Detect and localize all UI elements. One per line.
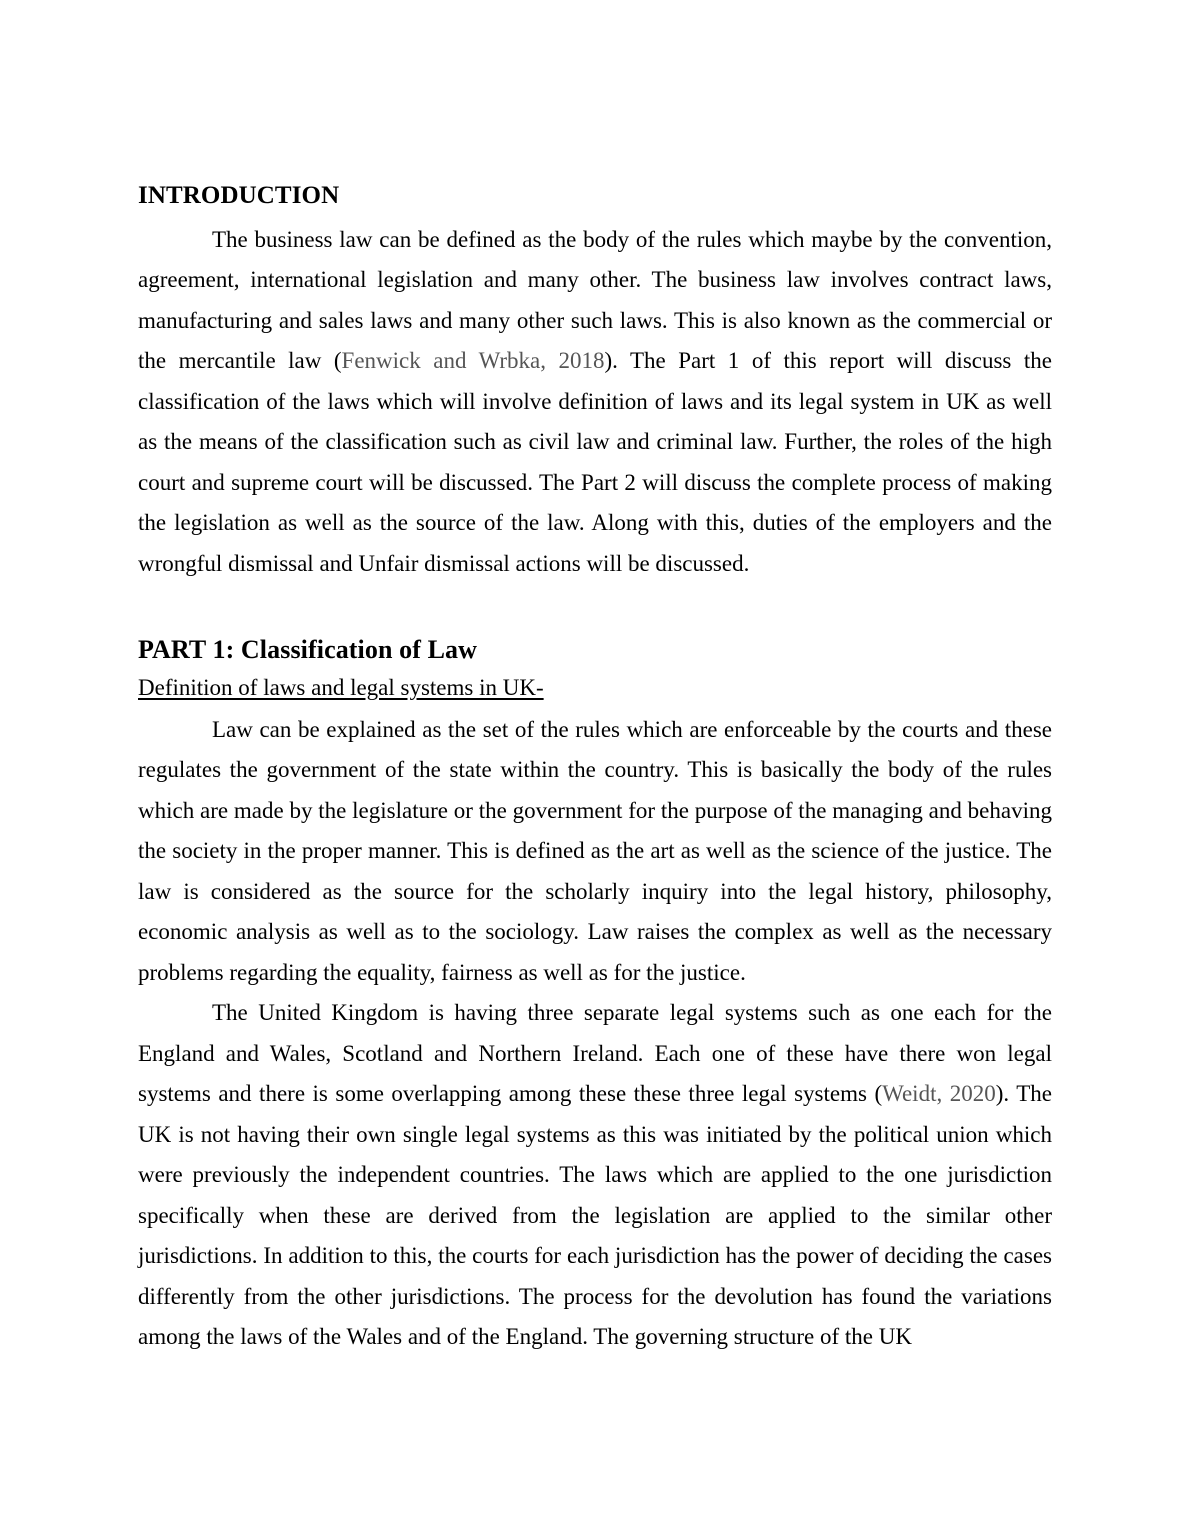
subheading-definition-of-laws: Definition of laws and legal systems in UK-	[138, 675, 544, 701]
paragraph-intro-1	[138, 220, 1052, 585]
paragraph-text-run: Law can be explained as the set of the rules which are enforceable by the courts and these regulates the government of the state within the country. This is basically the body of the rules which are made by the legislature or the government for the purpose of the managing and behaving the society in the proper manner. This is defined as the art as well as the science of the justice. The law is considered as the source for the scholarly inquiry into the legal history, philosophy, economic analysis as well as to the sociology. Law raises the complex as well as the necessary problems regarding the equality, fairness as well as for the justice.	[138, 716, 1052, 985]
paragraph-text-run: ). The UK is not having their own single legal systems as this was initiated by the political union which were previously the independent countries. The laws which are applied to the one jurisdiction specifically when these are derived from the legislation are applied to the similar other jurisdictions. In addition to this, the courts for each jurisdiction has the power of deciding the cases differently from the other jurisdictions. The process for the devolution has found the variations among the laws of the Wales and of the England. The governing structure of the UK	[138, 1081, 1052, 1350]
paragraph-part1-2	[138, 993, 1052, 1358]
spacer	[138, 211, 1052, 220]
spacer	[138, 584, 1052, 635]
subheading-wrapper	[138, 674, 1052, 702]
section-heading-introduction: INTRODUCTION	[138, 182, 340, 209]
paragraph-text-run: ). The Part 1 of this report will discuss the classification of the laws which will involve definition of laws and its legal system in UK as well as the means of the classification such as civil law and criminal law. Further, the roles of the high court and supreme court will be discussed. The Part 2 will discuss the complete process of making the legislation as well as the source of the law. Along with this, duties of the employers and the wrongful dismissal and Unfair dismissal actions will be discussed.	[138, 348, 1052, 576]
spacer	[138, 702, 1052, 710]
document-body	[138, 182, 1052, 1358]
inline-citation: Weidt, 2020	[882, 1081, 996, 1107]
paragraph-text-run: The United Kingdom is having three separate legal systems such as one each for the England and Wales, Scotland and Northern Ireland. Each one of these have there won legal systems and there is some overlapping among these these three legal systems (	[138, 1000, 1052, 1107]
paragraph-text-run: The business law can be defined as the body of the rules which maybe by the convention, agreement, international legislation and many other. The business law involves contract laws, manufacturing and sales laws and many other such laws. This is also known as the commercial or the mercantile law (	[138, 226, 1052, 374]
section-heading-part-1: PART 1: Classification of Law	[138, 635, 478, 665]
spacer	[138, 665, 1052, 674]
paragraph-part1-1	[138, 710, 1052, 994]
inline-citation: Fenwick and Wrbka, 2018	[341, 348, 605, 374]
